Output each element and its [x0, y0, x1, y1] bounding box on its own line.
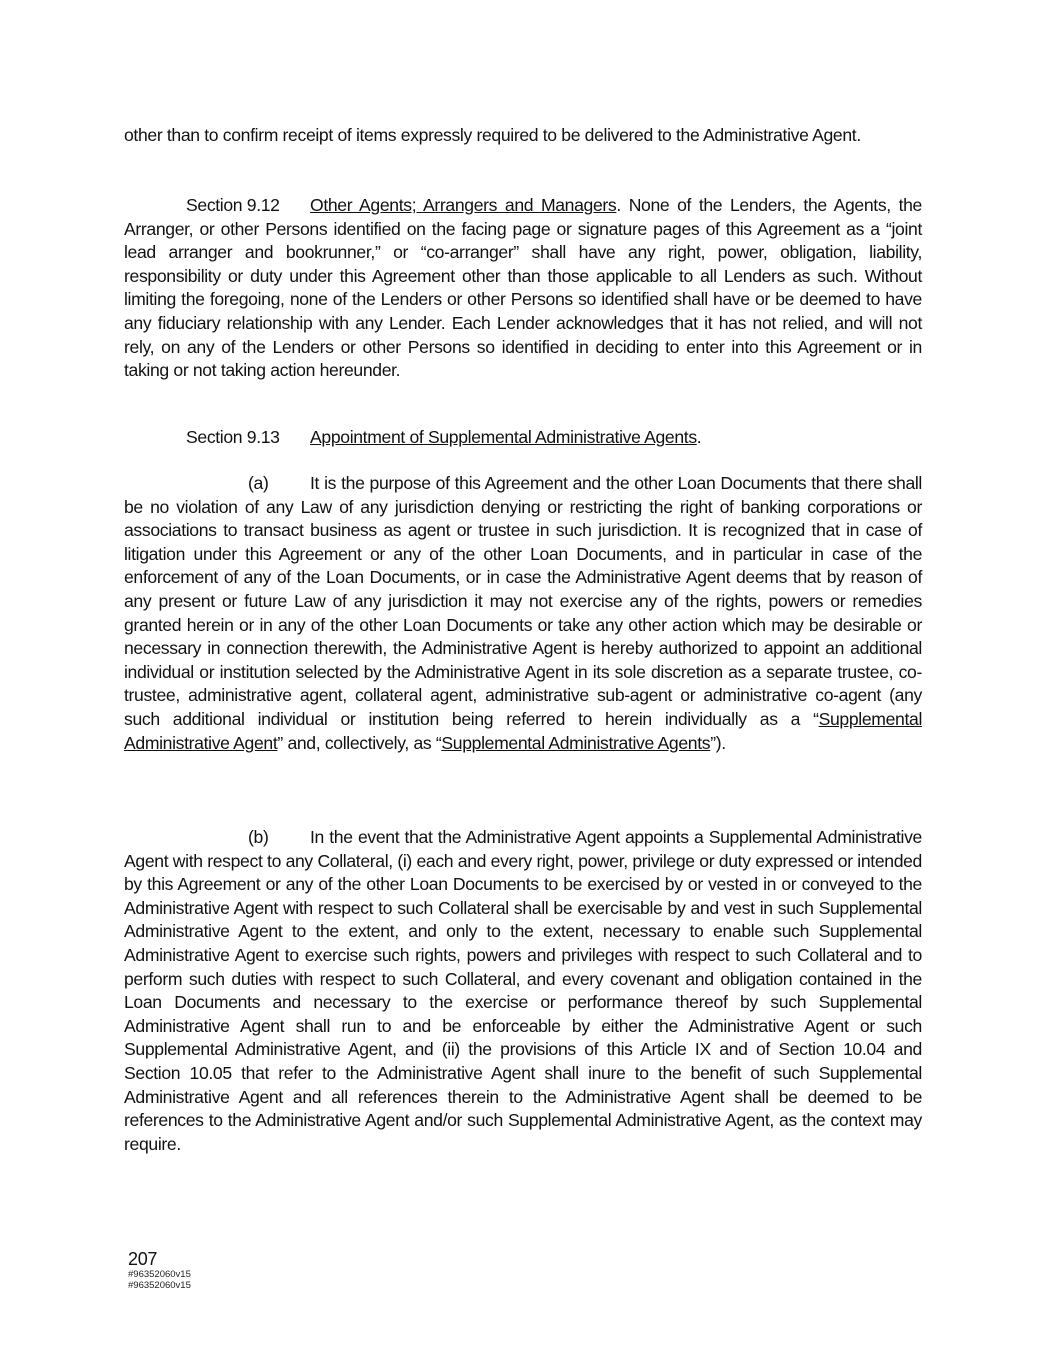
heading-period: . — [616, 195, 621, 215]
section-heading: Appointment of Supplemental Administrative Agents — [310, 427, 697, 447]
defined-term: Supplemental Administrative Agent — [124, 708, 922, 753]
subsection-label: (a) — [248, 473, 269, 493]
document-id: #96352060v15 — [128, 1269, 191, 1280]
section-body: None of the Lenders, the Agents, the Arranger, or other Persons identified on the facing page or signature pages of this Agreement as a “joint lead arranger and bookrunner,” or “co-arranger” shall have any right, power, obligation, liability, responsibility or duty under this Agreement other than those applicable to all Lenders as such. Without limiting the foregoing, none of the Lenders or other Persons so identified shall have or be deemed to have any fiduciary relationship with any Lender. Each Lender acknowledges that it has not relied, and will not rely, on any of the Lenders or other Persons so identified in deciding to enter into this Agreement or in taking or not taking action hereunder. — [124, 195, 922, 381]
document-id: #96352060v15 — [128, 1280, 191, 1291]
section-9-12-paragraph — [124, 194, 922, 383]
section-number: Section 9.13 — [186, 427, 280, 447]
section-heading: Other Agents; Arrangers and Managers — [310, 195, 617, 215]
section-number: Section 9.12 — [186, 195, 280, 215]
defined-term: Supplemental Administrative Agents — [441, 732, 711, 753]
subsection-text: It is the purpose of this Agreement and the other Loan Documents that there shall be no violation of any Law of any jurisdiction denying or restricting the right of banking corporations or associations to transact business as agent or trustee in such jurisdiction. It is recognized that in case of litigation under this Agreement or any of the other Loan Documents, and in particular in case of the enforcement of any of the Loan Documents, or in case the Administrative Agent deems that by reason of any present or future Law of any jurisdiction it may not exercise any of the rights, powers or remedies granted herein or in any of the other Loan Documents or take any other action which may be desirable or necessary in connection therewith, the Administrative Agent is hereby authorized to appoint an additional individual or institution selected by the Administrative Agent in its sole discretion as a separate trustee, co-trustee, administrative agent, collateral agent, administrative sub-agent or administrative co-agent (any such additional individual or institution being referred to herein individually as a “ — [124, 473, 922, 729]
subsection-text: ” and, collectively, as “ — [277, 732, 442, 753]
page-footer — [128, 1250, 191, 1291]
subsection-text: ”). — [710, 732, 726, 753]
subsection-label: (b) — [248, 827, 269, 847]
subsection-b-paragraph — [124, 826, 922, 1156]
intro-paragraph: other than to confirm receipt of items expressly required to be delivered to the Administrative Agent. — [124, 125, 861, 145]
section-9-13-heading-paragraph — [124, 426, 922, 450]
subsection-text: In the event that the Administrative Agent appoints a Supplemental Administrative Agent with respect to any Collateral, (i) each and every right, power, privilege or duty expressed or intended by this Agreement or any of the other Loan Documents to be exercised by or vested in or conveyed to the Administrative Agent with respect to such Collateral shall be exercisable by and vest in such Supplemental Administrative Agent to the extent, and only to the extent, necessary to enable such Supplemental Administrative Agent to exercise such rights, powers and privileges with respect to such Collateral and to perform such duties with respect to such Collateral, and every covenant and obligation contained in the Loan Documents and necessary to the exercise or performance thereof by such Supplemental Administrative Agent shall run to and be enforceable by either the Administrative Agent or such Supplemental Administrative Agent, and (ii) the provisions of this Article IX and of Section 10.04 and Section 10.05 that refer to the Administrative Agent shall inure to the benefit of such Supplemental Administrative Agent and all references therein to the Administrative Agent shall be deemed to be references to the Administrative Agent and/or such Supplemental Administrative Agent, as the context may require. — [124, 827, 922, 1154]
subsection-a-paragraph — [124, 472, 922, 755]
page-number: 207 — [128, 1249, 158, 1269]
heading-period: . — [696, 427, 702, 447]
